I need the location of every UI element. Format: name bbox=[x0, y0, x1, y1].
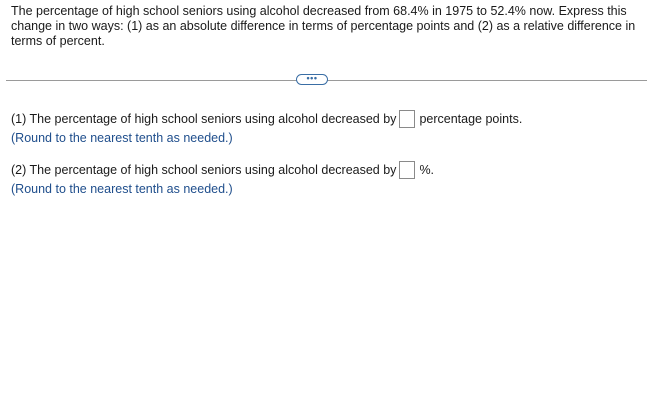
ellipsis-icon: ••• bbox=[306, 72, 318, 83]
question-1-prompt: (1) The percentage of high school seniors using alcohol decreased by bbox=[11, 111, 397, 126]
question-2-unit: %. bbox=[419, 162, 435, 177]
question-1 bbox=[11, 110, 522, 146]
question-2-answer-input[interactable] bbox=[399, 161, 415, 179]
question-2 bbox=[11, 161, 434, 197]
question-1-answer-input[interactable] bbox=[399, 110, 415, 128]
question-1-unit: percentage points. bbox=[419, 111, 523, 126]
question-2-prompt: (2) The percentage of high school seniors using alcohol decreased by bbox=[11, 162, 397, 177]
question-2-rounding-hint: (Round to the nearest tenth as needed.) bbox=[11, 182, 233, 196]
problem-statement: The percentage of high school seniors using alcohol decreased from 68.4% in 1975 to 52.4% now. Express this change in two ways: (1) as an absolute difference in terms of percentage points and (2) as a relative difference in terms of percent. bbox=[11, 4, 636, 48]
question-2-line bbox=[11, 161, 434, 179]
question-1-line bbox=[11, 110, 522, 128]
expand-more-button[interactable] bbox=[296, 74, 328, 85]
question-1-rounding-hint: (Round to the nearest tenth as needed.) bbox=[11, 131, 233, 145]
